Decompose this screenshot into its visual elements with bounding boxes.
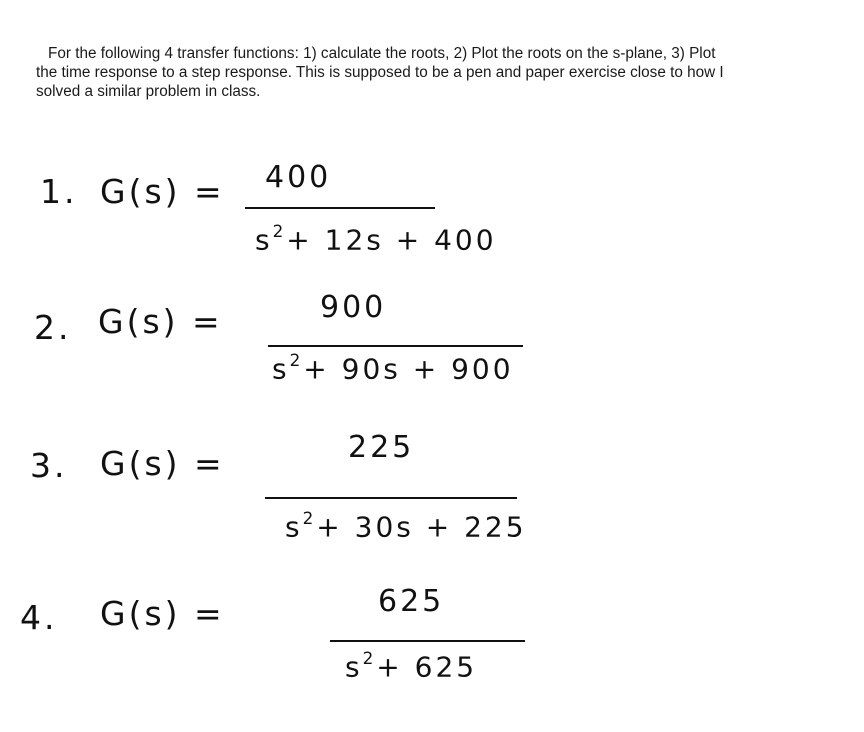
problem-4-denominator	[345, 650, 477, 683]
problem-4-den-main: s	[345, 650, 363, 684]
problem-1-numerator: 400	[265, 160, 332, 195]
problem-3-den-power: 2	[302, 508, 317, 528]
problem-4-numerator: 625	[378, 584, 445, 619]
problem-3-index: 3.	[30, 446, 68, 485]
problem-2-denominator	[272, 352, 514, 385]
problem-4-fraction-bar	[330, 640, 525, 642]
problem-1-index: 1.	[40, 172, 78, 211]
problem-3-fraction-bar	[265, 497, 517, 499]
problem-2-den-rest: + 90s + 900	[303, 352, 514, 386]
problem-2-fraction-bar	[268, 345, 523, 347]
problem-1-fraction-bar	[245, 207, 435, 209]
problem-4-den-rest: + 625	[376, 650, 478, 684]
problem-4-lhs: G(s) =	[100, 594, 225, 633]
problem-2-den-power: 2	[289, 350, 304, 370]
problem-3-den-main: s	[285, 510, 303, 544]
problem-3-numerator: 225	[348, 430, 415, 465]
problem-1-denominator	[255, 223, 497, 256]
instructions-paragraph	[36, 44, 836, 101]
problem-3-denominator	[285, 510, 527, 543]
instructions-line-1: For the following 4 transfer functions: 1) calculate the roots, 2) Plot the roots on the s-plane, 3) Plot	[48, 45, 716, 62]
problem-1-den-main: s	[255, 223, 273, 257]
problem-3-den-rest: + 30s + 225	[316, 510, 527, 544]
problem-4-den-power: 2	[362, 648, 377, 668]
problem-1-lhs: G(s) =	[100, 172, 225, 211]
problem-1-den-rest: + 12s + 400	[286, 223, 497, 257]
instructions-line-2: the time response to a step response. This is supposed to be a pen and paper exercise close to how I	[36, 64, 724, 81]
problem-2-index: 2.	[34, 308, 72, 347]
problem-2-den-main: s	[272, 352, 290, 386]
problem-3-lhs: G(s) =	[100, 444, 225, 483]
instructions-line-3: solved a similar problem in class.	[36, 83, 261, 100]
problem-2-lhs: G(s) =	[98, 302, 223, 341]
problem-1-den-power: 2	[272, 221, 287, 241]
problem-4-index: 4.	[20, 598, 58, 637]
problem-2-numerator: 900	[320, 290, 387, 325]
